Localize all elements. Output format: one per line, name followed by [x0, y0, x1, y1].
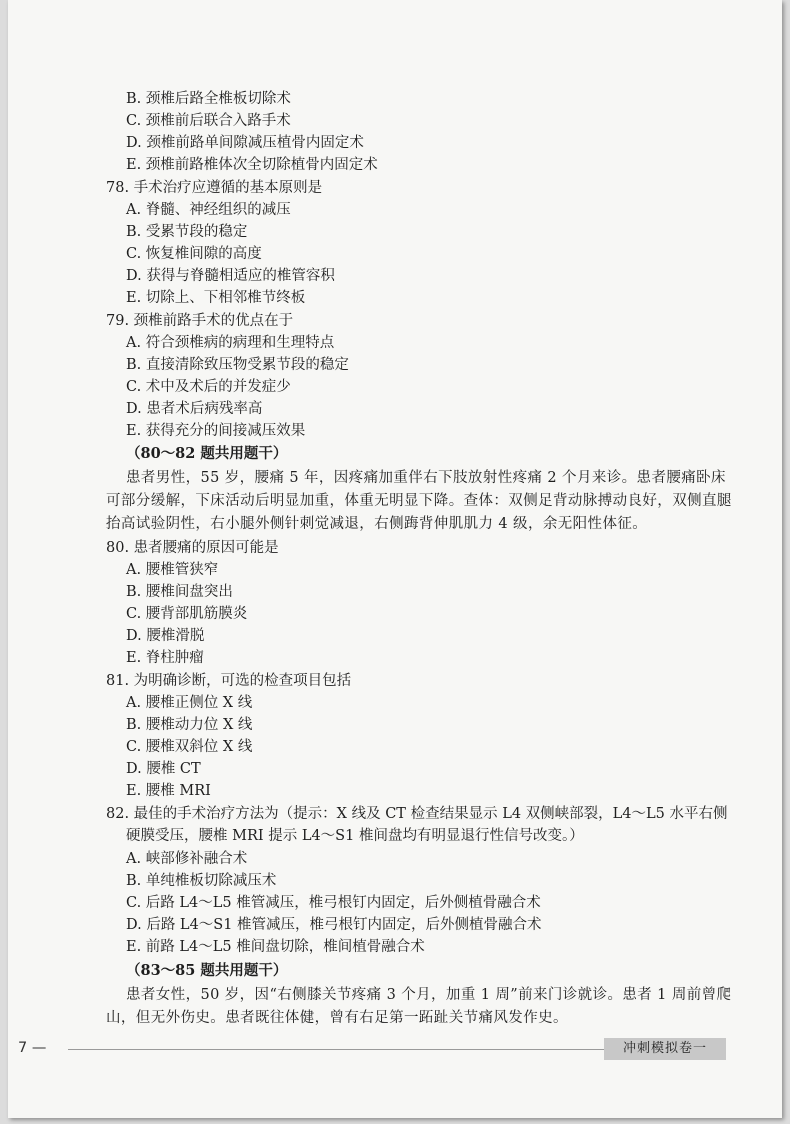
- option-c: C. 后路 L4～L5 椎管减压，椎弓根钉内固定，后外侧植骨融合术: [126, 895, 541, 911]
- question-80: 80. 患者腰痛的原因可能是: [106, 540, 279, 556]
- option-c: C. 腰椎双斜位 X 线: [126, 739, 253, 755]
- option-b: B. 受累节段的稳定: [126, 224, 248, 240]
- option-a: A. 脊髓、神经组织的减压: [126, 202, 291, 218]
- case-stem-line: 患者男性，55 岁，腰痛 5 年，因疼痛加重伴右下肢放射性疼痛 2 个月来诊。患者腰痛卧床: [126, 470, 726, 486]
- page-number: 7 —: [18, 1040, 47, 1056]
- option-b: B. 腰椎动力位 X 线: [126, 717, 253, 733]
- group-heading-83-85: （83～85 题共用题干）: [126, 962, 288, 979]
- option-e: E. 颈椎前路椎体次全切除植骨内固定术: [126, 157, 378, 173]
- option-a: A. 腰椎正侧位 X 线: [126, 695, 253, 711]
- option-c: C. 腰背部肌筋膜炎: [126, 606, 248, 622]
- question-82: 82. 最佳的手术治疗方法为（提示：X 线及 CT 检查结果显示 L4 双侧峡部裂，L4～L5 水平右侧: [106, 806, 728, 822]
- option-e: E. 前路 L4～L5 椎间盘切除，椎间植骨融合术: [126, 939, 425, 955]
- group-heading-80-82: （80～82 题共用题干）: [126, 445, 288, 462]
- option-c: C. 恢复椎间隙的高度: [126, 246, 262, 262]
- option-e: E. 切除上、下相邻椎节终板: [126, 290, 306, 306]
- option-e: E. 腰椎 MRI: [126, 783, 211, 799]
- option-c: C. 术中及术后的并发症少: [126, 379, 291, 395]
- exam-page: [8, 0, 782, 1118]
- option-d: D. 获得与脊髓相适应的椎管容积: [126, 268, 335, 284]
- option-a: A. 腰椎管狭窄: [126, 562, 219, 578]
- option-a: A. 峡部修补融合术: [126, 851, 248, 867]
- option-b: B. 单纯椎板切除减压术: [126, 873, 277, 889]
- option-d: D. 腰椎 CT: [126, 761, 201, 777]
- case-stem-line: 可部分缓解，下床活动后明显加重，体重无明显下降。查体：双侧足背动脉搏动良好，双侧直腿: [106, 493, 732, 509]
- option-b: B. 颈椎后路全椎板切除术: [126, 91, 291, 107]
- option-b: B. 腰椎间盘突出: [126, 584, 233, 600]
- option-c: C. 颈椎前后联合入路手术: [126, 113, 291, 129]
- case-stem-line: 抬高试验阴性，右小腿外侧针刺觉减退，右侧踇背伸肌肌力 4 级，余无阳性体征。: [106, 516, 648, 532]
- option-d: D. 颈椎前路单间隙减压植骨内固定术: [126, 135, 364, 151]
- section-tag: 冲刺模拟卷一: [604, 1038, 726, 1060]
- question-78: 78. 手术治疗应遵循的基本原则是: [106, 180, 323, 196]
- case-stem-line: 患者女性，50 岁，因“右侧膝关节疼痛 3 个月，加重 1 周”前来门诊就诊。患者 1 周前曾爬: [126, 987, 732, 1003]
- question-82-continued: 硬膜受压，腰椎 MRI 提示 L4～S1 椎间盘均有明显退行性信号改变。）: [126, 828, 584, 844]
- option-e: E. 脊柱肿瘤: [126, 650, 204, 666]
- question-79: 79. 颈椎前路手术的优点在于: [106, 313, 294, 329]
- option-d: D. 患者术后病残率高: [126, 401, 263, 417]
- footer-divider: [68, 1049, 604, 1050]
- option-d: D. 后路 L4～S1 椎管减压，椎弓根钉内固定，后外侧植骨融合术: [126, 917, 542, 933]
- option-a: A. 符合颈椎病的病理和生理特点: [126, 335, 335, 351]
- option-d: D. 腰椎滑脱: [126, 628, 205, 644]
- case-stem-line: 山，但无外伤史。患者既往体健，曾有右足第一跖趾关节痛风发作史。: [106, 1010, 568, 1026]
- option-b: B. 直接清除致压物受累节段的稳定: [126, 357, 349, 373]
- question-81: 81. 为明确诊断，可选的检查项目包括: [106, 673, 352, 689]
- option-e: E. 获得充分的间接减压效果: [126, 423, 306, 439]
